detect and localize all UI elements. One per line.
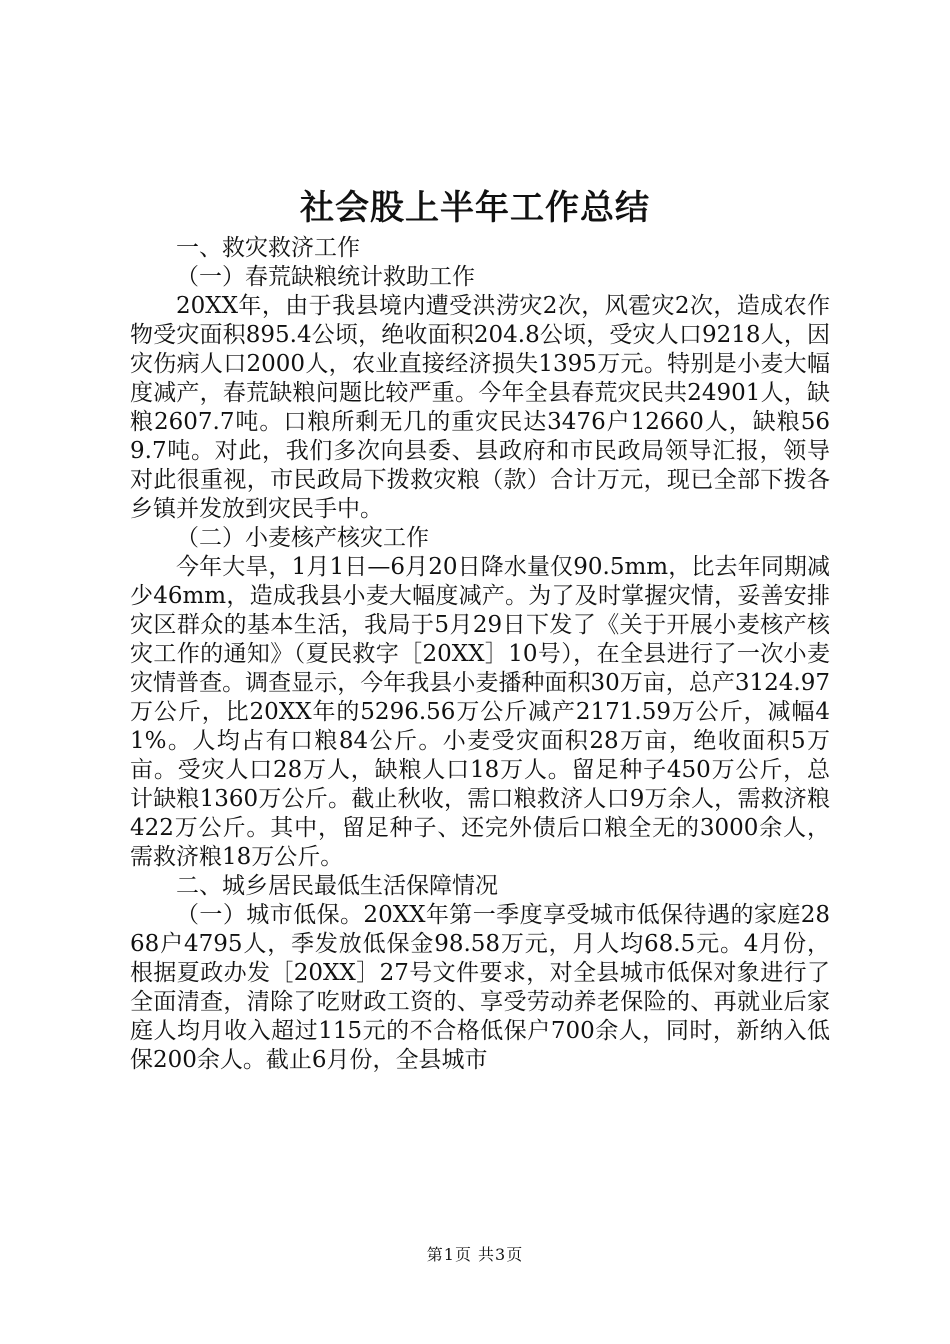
document-title: 社会股上半年工作总结 xyxy=(300,188,650,228)
body-paragraph-3: （一）城市低保。20XX年第一季度享受城市低保待遇的家庭2868户4795人，季发放低保金98.58万元，月人均68.5元。4月份，根据夏政办发［20XX］27号文件要求，对全县城市低保对象进行了全面清查，清除了吃财政工资的、享受劳动养老保险的、再就业后家庭人均月收入超过115元的不合格低保户700余人，同时，新纳入低保200余人。截止6月份，全县城市 xyxy=(130,902,830,1073)
body-paragraph-2: 今年大旱，1月1日—6月20日降水量仅90.5mm，比去年同期减少46mm，造成我县小麦大幅度减产。为了及时掌握灾情，妥善安排灾区群众的基本生活，我局于5月29日下发了《关于开展小麦核产核灾工作的通知》（夏民救字［20XX］10号），在全县进行了一次小麦灾情普查。调查显示，今年我县小麦播种面积30万亩，总产3124.97万公斤，比20XX年的5296.56万公斤减产2171.59万公斤，减幅41%。人均占有口粮84公斤。小麦受灾面积28万亩，绝收面积5万亩。受灾人口28万人，缺粮人口18万人。留足种子450万公斤，总计缺粮1360万公斤。截止秋收，需口粮救济人口9万余人，需救济粮422万公斤。其中，留足种子、还完外债后口粮全无的3000余人，需救济粮18万公斤。 xyxy=(130,554,830,870)
subsection-heading-1-2: （二）小麦核产核灾工作 xyxy=(176,525,429,551)
section-heading-1: 一、救灾救济工作 xyxy=(176,235,360,261)
body-paragraph-1: 20XX年，由于我县境内遭受洪涝灾2次，风雹灾2次，造成农作物受灾面积895.4公顷，绝收面积204.8公顷，受灾人口9218人，因灾伤病人口2000人，农业直接经济损失1395万元。特别是小麦大幅度减产，春荒缺粮问题比较严重。今年全县春荒灾民共24901人，缺粮2607.7吨。口粮所剩无几的重灾民达3476户12660人，缺粮569.7吨。对此，我们多次向县委、县政府和市民政局领导汇报，领导对此很重视，市民政局下拨救灾粮（款）合计万元，现已全部下拨各乡镇并发放到灾民手中。 xyxy=(130,293,830,522)
section-heading-2: 二、城乡居民最低生活保障情况 xyxy=(176,873,498,899)
subsection-heading-1-1: （一）春荒缺粮统计救助工作 xyxy=(176,264,475,290)
document-body xyxy=(130,234,830,1075)
page-number-footer: 第1页 共3页 xyxy=(426,1245,524,1264)
